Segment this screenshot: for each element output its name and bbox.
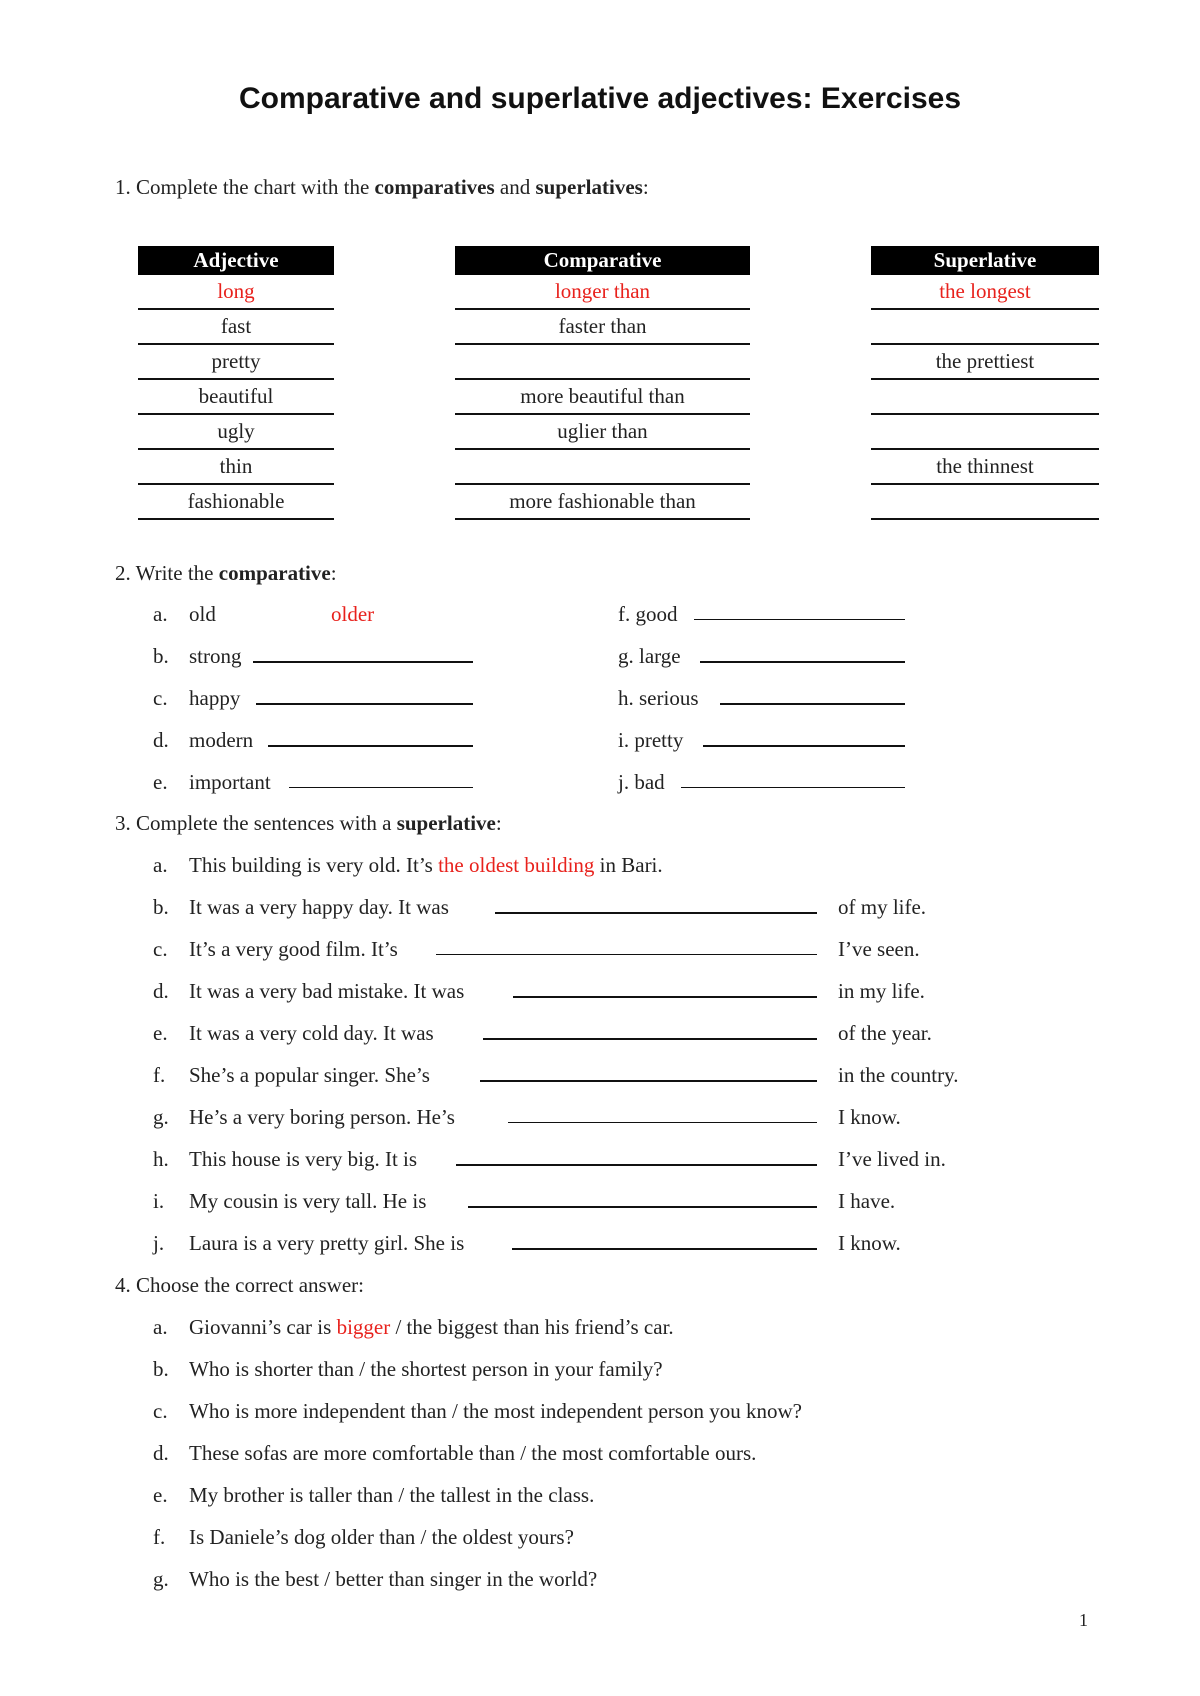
answer-blank[interactable]	[436, 936, 817, 955]
sentence-start: He’s a very boring person. He’s	[189, 1105, 455, 1129]
item-text[interactable]: Is Daniele’s dog older than / the oldest yours?	[189, 1525, 574, 1549]
exercise-2-item	[618, 727, 918, 753]
item-text[interactable]: These sofas are more comfortable than / the most comfortable ours.	[189, 1441, 757, 1465]
chart-cell-comparative: longer than	[455, 275, 750, 310]
item-word: serious	[639, 686, 699, 710]
sentence-end: I’ve seen.	[838, 937, 920, 961]
exercise-1-bold-superlatives: superlatives	[535, 175, 643, 199]
item-label: i.	[153, 1189, 165, 1213]
sentence-end: in the country.	[838, 1063, 959, 1087]
exercise-1-text-pre: Complete the chart with the	[136, 175, 370, 199]
answer-blank[interactable]	[253, 643, 473, 663]
item-label: a.	[153, 853, 168, 877]
item-word: bad	[634, 770, 665, 794]
answer-blank[interactable]	[508, 1104, 817, 1123]
sentence-start: It was a very cold day. It was	[189, 1021, 434, 1045]
exercise-3-heading	[115, 810, 502, 836]
exercise-2-heading	[115, 560, 337, 586]
item-label: d.	[153, 1441, 169, 1465]
sentence-start: This house is very big. It is	[189, 1147, 418, 1171]
chart-cell-adjective: ugly	[138, 415, 334, 450]
answer-blank[interactable]	[480, 1062, 817, 1082]
sentence-start: It’s a very good film. It’s	[189, 937, 398, 961]
chart-cell-adjective: beautiful	[138, 380, 334, 415]
answer-blank[interactable]	[703, 727, 905, 747]
item-label: j.	[618, 770, 630, 794]
answer-blank[interactable]	[456, 1146, 817, 1166]
chart-cell-superlative	[871, 310, 1099, 345]
answer-blank[interactable]	[289, 769, 473, 788]
exercise-4-heading	[115, 1272, 364, 1298]
item-label: g.	[618, 644, 634, 668]
item-label: g.	[153, 1567, 169, 1591]
chart-cell-adjective: thin	[138, 450, 334, 485]
chart-cell-comparative	[455, 345, 750, 380]
chart-cell-comparative: uglier than	[455, 415, 750, 450]
exercise-3-text-post: :	[495, 811, 502, 835]
exercise-2-item	[618, 685, 918, 711]
chart-cell-superlative	[871, 380, 1099, 415]
item-label: b.	[153, 1357, 169, 1381]
chart-cell-adjective: long	[138, 275, 334, 310]
page-number: 1	[1079, 1610, 1088, 1630]
item-label: j.	[153, 1231, 165, 1255]
item-label: b.	[153, 895, 169, 919]
exercise-2-number: 2.	[115, 561, 131, 585]
sentence-end: in Bari.	[599, 853, 663, 877]
item-text[interactable]: Who is more independent than / the most independent person you know?	[189, 1399, 802, 1423]
answer-blank[interactable]	[256, 685, 473, 705]
answer-blank[interactable]	[495, 894, 817, 914]
sentence-start: It was a very bad mistake. It was	[189, 979, 465, 1003]
answer-blank[interactable]	[268, 727, 473, 747]
item-label: c.	[153, 686, 168, 710]
page-title: Comparative and superlative adjectives: Exercises	[238, 82, 962, 115]
answer-blank[interactable]	[720, 685, 905, 705]
exercise-1-bold-comparatives: comparatives	[374, 175, 495, 199]
sentence-start: It was a very happy day. It was	[189, 895, 449, 919]
example-answer: the oldest building	[438, 853, 595, 877]
exercise-2-bold: comparative	[218, 561, 331, 585]
item-word: happy	[189, 686, 241, 710]
item-label: a.	[153, 1315, 168, 1339]
item-label: d.	[153, 728, 169, 752]
item-word: important	[189, 770, 271, 794]
item-label: h.	[153, 1147, 169, 1171]
exercise-2-item	[618, 769, 918, 795]
answer-blank[interactable]	[681, 769, 905, 788]
exercise-1-number: 1.	[115, 175, 131, 199]
chart-cell-superlative	[871, 415, 1099, 450]
exercise-2-item	[618, 601, 918, 627]
chart-header-adjective: Adjective	[138, 246, 334, 275]
item-label: a.	[153, 602, 168, 626]
example-sentence	[189, 1314, 674, 1340]
sentence-end: of the year.	[838, 1021, 932, 1045]
exercise-3-number: 3.	[115, 811, 131, 835]
sentence-start: This building is very old. It’s	[189, 853, 433, 877]
item-word: good	[635, 602, 678, 626]
answer-blank[interactable]	[512, 1230, 817, 1250]
chart-header-comparative: Comparative	[455, 246, 750, 275]
chart-cell-adjective: fast	[138, 310, 334, 345]
item-word: old	[189, 602, 216, 626]
item-label: f.	[153, 1525, 166, 1549]
exercise-2-text-pre: Write the	[135, 561, 214, 585]
chart-cell-superlative: the longest	[871, 275, 1099, 310]
item-label: g.	[153, 1105, 169, 1129]
exercise-1-text-mid: and	[499, 175, 531, 199]
item-word: strong	[189, 644, 242, 668]
exercise-4-number: 4.	[115, 1273, 131, 1297]
sentence-end: I have.	[838, 1189, 896, 1213]
item-label: c.	[153, 937, 168, 961]
chart-cell-superlative: the thinnest	[871, 450, 1099, 485]
chart-header-superlative: Superlative	[871, 246, 1099, 275]
sentence-start: Giovanni’s car is	[189, 1315, 332, 1339]
chart-column-superlative	[871, 246, 1099, 520]
chart-cell-comparative: faster than	[455, 310, 750, 345]
item-label: f.	[153, 1063, 166, 1087]
chart-cell-comparative: more fashionable than	[455, 485, 750, 520]
sentence-start: She’s a popular singer. She’s	[189, 1063, 430, 1087]
exercise-1-text-post: :	[642, 175, 649, 199]
answer-blank[interactable]	[513, 978, 817, 998]
answer-blank[interactable]	[468, 1188, 817, 1208]
item-label: i.	[618, 728, 630, 752]
item-text[interactable]: My brother is taller than / the tallest in the class.	[189, 1483, 595, 1507]
item-label: h.	[618, 686, 634, 710]
chart-column-comparative	[455, 246, 750, 520]
answer-blank[interactable]	[694, 601, 905, 620]
item-text[interactable]: Who is the best / better than singer in the world?	[189, 1567, 598, 1591]
item-word: large	[639, 644, 681, 668]
sentence-end: I’ve lived in.	[838, 1147, 946, 1171]
chart-cell-comparative	[455, 450, 750, 485]
sentence-end: I know.	[838, 1231, 901, 1255]
item-label: e.	[153, 1483, 168, 1507]
chart-cell-comparative: more beautiful than	[455, 380, 750, 415]
exercise-3-bold: superlative	[396, 811, 496, 835]
exercise-2-text-post: :	[330, 561, 337, 585]
item-label: b.	[153, 644, 169, 668]
sentence-end: in my life.	[838, 979, 925, 1003]
answer-blank[interactable]	[483, 1020, 817, 1040]
sentence-end: I know.	[838, 1105, 901, 1129]
item-label: e.	[153, 770, 168, 794]
item-label: e.	[153, 1021, 168, 1045]
exercise-3-text-pre: Complete the sentences with a	[136, 811, 392, 835]
exercise-4-text: Choose the correct answer:	[136, 1273, 364, 1297]
chart-cell-superlative	[871, 485, 1099, 520]
example-sentence	[189, 852, 663, 878]
example-answer: bigger	[336, 1315, 391, 1339]
chart-cell-superlative: the prettiest	[871, 345, 1099, 380]
chart-cell-adjective: fashionable	[138, 485, 334, 520]
item-word: modern	[189, 728, 254, 752]
sentence-start: My cousin is very tall. He is	[189, 1189, 427, 1213]
sentence-end: / the biggest than his friend’s car.	[395, 1315, 674, 1339]
item-word: pretty	[634, 728, 684, 752]
item-text[interactable]: Who is shorter than / the shortest person in your family?	[189, 1357, 663, 1381]
answer-blank[interactable]	[700, 643, 905, 663]
exercise-2-item	[618, 643, 918, 669]
chart-cell-adjective: pretty	[138, 345, 334, 380]
sentence-end: of my life.	[838, 895, 927, 919]
item-label: d.	[153, 979, 169, 1003]
sentence-start: Laura is a very pretty girl. She is	[189, 1231, 465, 1255]
exercise-1-heading	[115, 174, 649, 200]
item-label: f.	[618, 602, 631, 626]
item-example-answer: older	[331, 602, 375, 626]
item-label: c.	[153, 1399, 168, 1423]
chart-column-adjective	[138, 246, 334, 520]
